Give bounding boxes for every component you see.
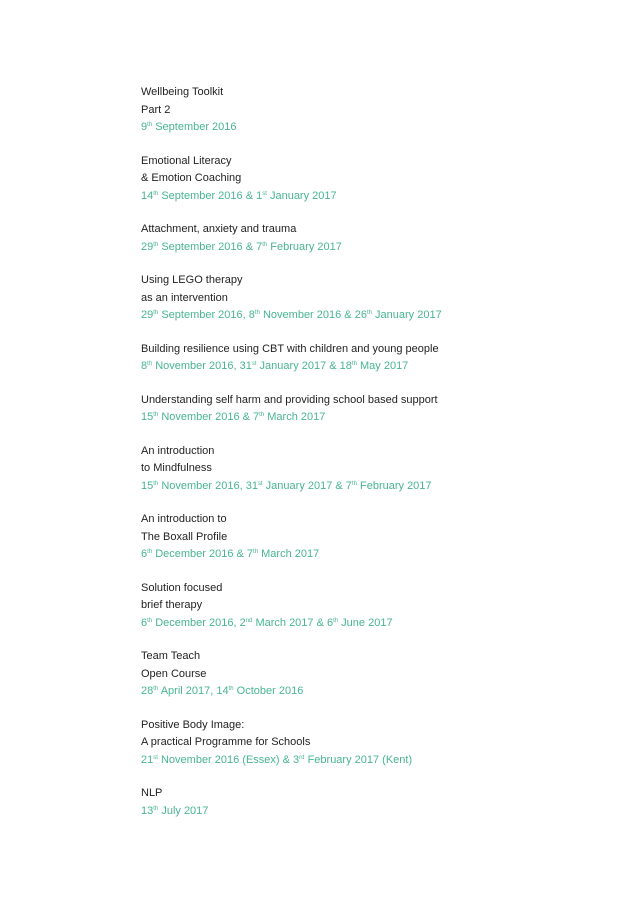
date-day: 21: [141, 753, 154, 766]
date-text: September 2016: [152, 121, 237, 133]
date-ordinal: th: [147, 122, 153, 128]
date-ordinal: th: [253, 549, 259, 555]
course-dates: [141, 546, 611, 564]
date-day: 15: [141, 411, 154, 423]
date-ordinal: rd: [299, 754, 305, 761]
date-ordinal: th: [153, 480, 159, 487]
date-day: 14: [216, 685, 229, 697]
date-text: February 2017 (Kent): [304, 753, 413, 766]
course-title-line: Positive Body Image:: [141, 718, 245, 731]
date-day: 31: [245, 479, 258, 492]
course-title-line: & Emotion Coaching: [141, 172, 242, 184]
course-title-line: The Boxall Profile: [141, 530, 228, 543]
course-entry: [141, 341, 611, 376]
course-dates: [141, 615, 611, 633]
course-title-line: Team Teach: [141, 650, 201, 662]
date-ordinal: th: [147, 361, 153, 367]
date-text: October 2016: [233, 685, 304, 697]
date-text: January 2017: [371, 309, 442, 321]
course-dates: [141, 409, 611, 427]
date-text: September 2016 &: [158, 240, 257, 253]
course-entry: [141, 392, 611, 427]
date-ordinal: th: [259, 412, 265, 418]
date-text: September 2016,: [158, 309, 249, 321]
course-title-line: NLP: [141, 787, 163, 799]
date-text: January 2017 &: [256, 360, 340, 372]
date-ordinal: th: [228, 686, 234, 692]
date-text: January 2017 &: [262, 479, 346, 492]
course-entry: [141, 153, 611, 206]
date-text: March 2017 &: [252, 616, 327, 629]
date-text: December 2016 &: [152, 548, 247, 560]
date-text: November 2016,: [158, 479, 246, 492]
date-day: 15: [141, 479, 154, 492]
date-text: September 2016 &: [158, 189, 257, 202]
date-day: 2: [239, 616, 246, 629]
date-text: February 2017: [356, 479, 432, 492]
date-ordinal: st: [251, 361, 257, 367]
course-entry: [141, 221, 611, 256]
date-ordinal: th: [351, 480, 357, 487]
date-ordinal: th: [366, 310, 372, 316]
course-entry: [141, 785, 611, 820]
course-entry: [141, 580, 611, 633]
date-day: 3: [293, 753, 300, 766]
date-day: 8: [141, 360, 148, 372]
date-day: 29: [141, 309, 154, 321]
date-text: January 2017: [266, 189, 337, 202]
date-day: 6: [141, 616, 148, 629]
date-ordinal: th: [333, 617, 339, 624]
course-title-line: Part 2: [141, 103, 171, 116]
date-day: 29: [141, 240, 154, 253]
date-ordinal: st: [257, 480, 263, 487]
date-ordinal: th: [153, 310, 159, 316]
course-entry: [141, 272, 611, 325]
date-text: November 2016 (Essex) &: [157, 753, 294, 766]
date-day: 14: [141, 189, 154, 202]
course-title-line: Wellbeing Toolkit: [141, 86, 224, 98]
course-title-line: Understanding self harm and providing school based support: [141, 393, 438, 406]
course-title-line: as an intervention: [141, 291, 228, 304]
course-entry: [141, 84, 611, 137]
date-text: November 2016 &: [158, 411, 254, 423]
date-day: 28: [141, 685, 154, 697]
course-dates: [141, 307, 611, 325]
date-day: 13: [141, 804, 154, 817]
date-text: June 2017: [338, 616, 393, 629]
course-dates: [141, 683, 611, 701]
date-text: March 2017: [264, 411, 326, 423]
course-title-line: Solution focused: [141, 581, 223, 594]
course-title-line: Using LEGO therapy: [141, 274, 243, 286]
course-title-line: Open Course: [141, 667, 207, 680]
date-text: July 2017: [158, 804, 209, 817]
date-text: May 2017: [356, 360, 409, 372]
date-ordinal: th: [153, 412, 159, 418]
date-day: 6: [141, 548, 148, 560]
date-day: 7: [246, 548, 254, 560]
course-entry: [141, 511, 611, 564]
course-title-line: Building resilience using CBT with children and young people: [141, 342, 439, 355]
date-ordinal: nd: [245, 617, 253, 624]
course-title-line: An introduction to: [141, 513, 227, 525]
date-day: 8: [248, 309, 255, 321]
course-list: [141, 84, 611, 836]
course-entry: [141, 648, 611, 701]
course-dates: [141, 119, 611, 137]
course-title-line: A practical Programme for Schools: [141, 736, 311, 748]
date-day: 26: [354, 309, 367, 321]
course-title-line: brief therapy: [141, 599, 203, 611]
course-title-line: to Mindfulness: [141, 462, 212, 474]
date-ordinal: th: [153, 805, 159, 812]
course-title-line: Attachment, anxiety and trauma: [141, 223, 297, 235]
date-day: 9: [141, 121, 148, 133]
course-dates: [141, 803, 611, 821]
date-day: 7: [256, 240, 263, 253]
date-day: 7: [345, 479, 352, 492]
date-ordinal: th: [153, 190, 159, 197]
date-text: November 2016,: [152, 360, 240, 372]
course-title-line: Emotional Literacy: [141, 154, 232, 167]
course-dates: [141, 239, 611, 257]
date-day: 7: [253, 411, 260, 423]
course-dates: [141, 752, 611, 770]
date-ordinal: st: [153, 754, 158, 761]
date-day: 6: [326, 616, 334, 629]
course-entry: [141, 717, 611, 770]
course-dates: [141, 188, 611, 206]
date-ordinal: th: [254, 310, 260, 316]
date-text: March 2017: [258, 548, 320, 560]
date-ordinal: st: [262, 190, 267, 197]
course-title-line: An introduction: [141, 444, 215, 457]
course-dates: [141, 358, 611, 376]
date-text: November 2016 &: [259, 309, 355, 321]
date-text: December 2016,: [152, 616, 240, 629]
date-ordinal: th: [147, 617, 153, 624]
date-ordinal: th: [153, 241, 159, 248]
date-day: 18: [339, 360, 352, 372]
date-day: 1: [256, 189, 263, 202]
date-ordinal: th: [153, 686, 159, 692]
date-day: 31: [239, 360, 252, 372]
course-dates: [141, 478, 611, 496]
date-text: February 2017: [267, 240, 342, 253]
date-ordinal: th: [147, 549, 153, 555]
date-ordinal: th: [351, 361, 357, 367]
date-text: April 2017,: [158, 685, 217, 697]
course-entry: [141, 443, 611, 496]
date-ordinal: th: [262, 241, 268, 248]
